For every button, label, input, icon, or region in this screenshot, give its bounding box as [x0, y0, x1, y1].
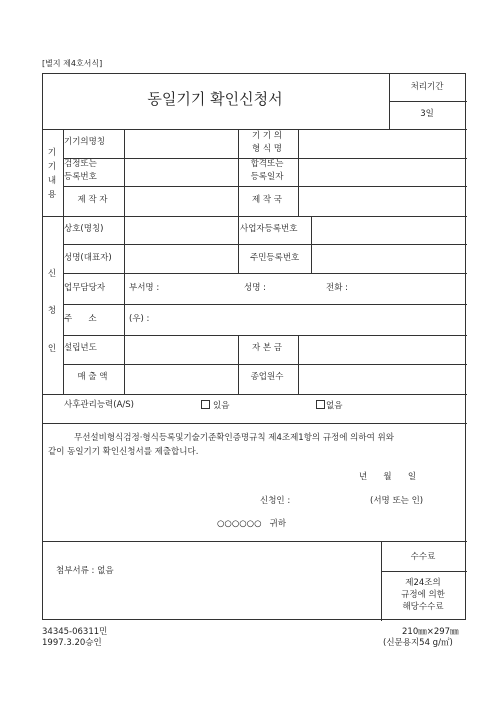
applicant-label-2: 청	[47, 306, 57, 316]
postal-label: (우) :	[129, 314, 150, 324]
sign-label: (서명 또는 인)	[370, 496, 424, 506]
biz-reg-no-label: 사업자등록번호	[240, 224, 298, 234]
option-no[interactable]: 없음	[316, 400, 342, 411]
staff-label: 업무담당자	[64, 283, 106, 293]
country-label: 제 작 국	[251, 195, 283, 205]
device-name-label: 기기의명칭	[64, 137, 106, 147]
staff-name-label: 성명 :	[244, 283, 266, 293]
approval-date: 1997.3.20승인	[42, 638, 102, 648]
option-yes[interactable]: 있음	[201, 400, 229, 411]
date-line: 년 월 일	[359, 472, 417, 482]
capital-label: 자 본 금	[251, 343, 283, 353]
fee-line3: 해당수수료	[402, 602, 444, 612]
employees-label: 종업원수	[250, 372, 284, 382]
phone-label: 전화 :	[326, 283, 348, 293]
yes-checkbox[interactable]	[201, 400, 210, 409]
founded-label: 설립년도	[64, 343, 97, 353]
device-section-label: 기 기 내 용	[47, 148, 57, 200]
resident-no-label: 주민등록번호	[250, 253, 300, 263]
paper-size: 210㎜×297㎜	[402, 627, 459, 637]
fee-line2: 규정에 의한	[401, 590, 445, 600]
sales-label: 매 출 액	[77, 372, 108, 382]
paper-spec: (신문용지54 g/㎡)	[383, 638, 453, 648]
fee-line1: 제24조의	[405, 578, 441, 588]
processing-value: 3일	[420, 109, 434, 119]
form-code: 34345-06311민	[42, 627, 108, 637]
no-checkbox[interactable]	[316, 400, 325, 409]
pass-date-label: 합격또는 등록일자	[250, 159, 284, 182]
statement-line2: 같이 동일기기 확인신청서를 제출합니다.	[48, 447, 199, 457]
applicant-sign-label: 신청인 :	[260, 496, 291, 506]
processing-label: 처리기간	[410, 82, 444, 92]
as-label: 사후관리능력(A/S)	[64, 400, 134, 410]
applicant-label-3: 인	[47, 344, 57, 354]
inspection-no-label: 검정또는 등록번호	[64, 159, 97, 182]
company-label: 상호(명칭)	[64, 224, 104, 234]
department-label: 부서명 :	[129, 283, 160, 293]
fee-label: 수수료	[410, 552, 436, 562]
form-number: [별지 제4호서식]	[42, 59, 103, 68]
model-name-label: 기 기 의 형 식 명	[251, 131, 283, 154]
address-label: 주 소	[64, 314, 97, 324]
maker-label: 제 작 자	[77, 195, 108, 205]
recipient: ○○○○○○ 귀하	[217, 519, 287, 529]
statement-line1: 무선설비형식검정·형식등록및기술기준확인증명규칙 제4조제1항의 규정에 의하여 위와	[74, 433, 394, 443]
ceo-name-label: 성명(대표자)	[64, 253, 112, 263]
form-title: 동일기기 확인신청서	[147, 90, 283, 108]
applicant-label-1: 신	[47, 269, 57, 279]
attachments: 첨부서류 : 없음	[56, 566, 114, 576]
